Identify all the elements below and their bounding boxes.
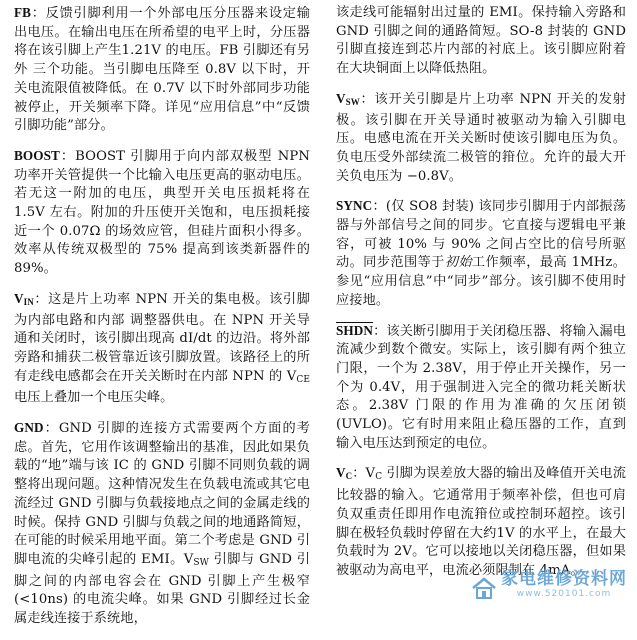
boost-pin-description xyxy=(14,147,310,279)
shdn-text: ：该关断引脚用于关闭稳压器、将输入漏电流减少到数个微安。实际上，该引脚有两个独立门限，一个为 2.38V，用于停止开关操作，另一个为 0.4V，用于强制进入完全的微功耗关断状态。2.38V 门限的作用为准确的欠压闭锁 (UVLO)。它有时用来阻止稳压器的工作，直到输入电压达到预定的电位。 xyxy=(336,323,626,451)
vsw-text: ：该开关引脚是片上功率 NPN 开关的发射极。该引脚在开关导通时被驱动为输入引脚电压。电感电流在开关关断时使该引脚电压为负。负电压受外部续流二极管的箝位。允许的最大开关负电压为 −0.8V。 xyxy=(336,91,626,184)
fb-text: ：反馈引脚利用一个外部电压分压器来设定输出电压。在输出电压在所希望的电平上时，分压器将在该引脚上产生1.21V 的电压。FB 引脚还有另外 三个功能。当引脚电压降至 0.8V 以下时，开关电流限值被降低。在 0.7V 以下时外部同步功能被停止，开关频率下降。详见“应用信息”中“反馈引脚功能”部分。 xyxy=(14,6,310,134)
boost-term: BOOST xyxy=(14,147,60,163)
gnd-pin-description xyxy=(14,419,310,629)
house-logo-icon xyxy=(471,577,497,599)
shdn-pin-description xyxy=(336,322,626,454)
left-column xyxy=(14,4,310,640)
watermark-title: 家电维修资料网 xyxy=(501,569,627,589)
sync-pin-description xyxy=(336,197,626,310)
watermark xyxy=(471,564,627,599)
boost-text: ：BOOST 引脚用于向内部双极型 NPN 功率开关管提供一个比输入电压更高的驱动电压。若无这一附加的电压，典型开关电压损耗将在1.5V 左右。附加的升压使开关饱和，电压损耗接近一个 0.07Ω 的场效应管，但硅片面积小得多。效率从传统双极型的 75% 提高到该类新器件的 89%。 xyxy=(14,148,310,277)
vin-term: $V_{IN}$ xyxy=(14,290,34,307)
vsw-term: $V_{SW}$ xyxy=(336,90,360,107)
sync-term: SYNC xyxy=(336,198,373,214)
vc-text: ：$V_C$ 引脚为误差放大器的输出及峰值开关电流比较器的输入。它通常用于频率补偿，但也可肩负双重责任即用作电流箝位或控制环超控。该引脚在极轻负载时停留在大约1V 的水平上，在最大负载时为 2V。它可以接地以关闭稳压器，但如果被驱动为高电平，电流必须限制在 4mA。 xyxy=(336,466,626,578)
gnd-pin-description-continued: 该走线可能辐射出过量的 EMI。保持输入旁路和 GND 引脚之间的通路简短。SO-8 封装的 GND 引脚直接连到芯片内部的衬底上。该引脚应附着在大块铜面上以降低热阻。 xyxy=(336,5,626,77)
fb-pin-description xyxy=(14,4,310,136)
gnd-term: GND xyxy=(14,420,44,436)
vin-pin-description xyxy=(14,290,310,408)
gnd-text: ：GND 引脚的连接方式需要两个方面的考虑。首先，它用作该调整输出的基准，因此如果负载的“地”端与该 IC 的 GND 引脚不同则负载的调整将出现问题。这种情况发生在负载电流或其它电流经过 GND 引脚与负载接地点之间的金属走线的时候。保持 GND 引脚与负载之间的地通路简短，在可能的时候采用地平面。第二个考虑是 GND 引脚电流的尖峰引起的 EMI。$V_{SW}$ 引脚与 GND 引脚之间的内部电容会在 GND 引脚上产生极窄 (<10ns) 的电流尖峰。如果 GND 引脚经过长金属走线连接于系统地， xyxy=(14,421,310,627)
vsw-pin-description xyxy=(336,90,626,187)
watermark-url: www.520101.com xyxy=(516,589,612,599)
right-column xyxy=(336,4,626,592)
vc-term: $V_C$ xyxy=(336,465,353,482)
fb-term: FB xyxy=(14,5,32,20)
sync-text: ：(仅 SO8 封装) 该同步引脚用于内部振荡器与外部信号之间的同步。它直接与逻辑电平兼容，可被 10% 与 90% 之间占空比的信号所驱动。同步范围等于初始工作频率，最高 1MHz。参见“应用信息”中“同步”部分。该引脚不使用时应接地。 xyxy=(336,199,626,308)
vin-text: ：这是片上功率 NPN 开关的集电极。该引脚为内部电路和内部 调整器供电。在 NPN 开关导通和关闭时，该引脚出现高 dI/dt 的边沿。将外部旁路和捕获二极管靠近该引脚放置。该路径上的所有走线电感都会在开关关断时在内部 NPN 的 $V_{CE}$ 电压上叠加一个电压尖峰。 xyxy=(14,291,310,406)
shdn-term: SHDN xyxy=(336,322,374,338)
